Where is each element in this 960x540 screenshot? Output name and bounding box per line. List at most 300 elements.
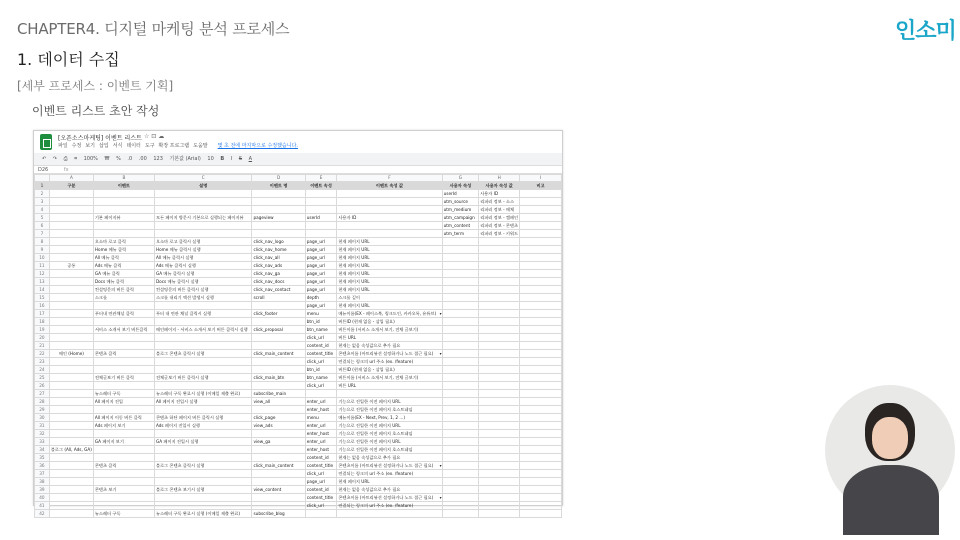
table-cell[interactable]: 현재 페이지 URL	[337, 302, 442, 310]
table-cell[interactable]	[479, 414, 520, 422]
table-cell[interactable]: 현재 페이지 URL	[337, 246, 442, 254]
table-cell[interactable]: 블로그 (All, Ads, GA)	[50, 447, 92, 452]
table-cell[interactable]: GA 메뉴 클릭시 실행	[154, 270, 252, 278]
text-color-button[interactable]: A	[248, 156, 253, 162]
column-header[interactable]: G	[442, 175, 479, 182]
column-header[interactable]: H	[479, 175, 520, 182]
table-cell[interactable]: page_url	[305, 254, 337, 262]
row-number[interactable]: 4	[35, 206, 50, 214]
row-number[interactable]: 42	[35, 510, 50, 518]
table-cell[interactable]	[520, 246, 562, 254]
table-cell[interactable]: view_content	[252, 486, 305, 494]
table-cell[interactable]: 기능으로 진입한 이전 페이지 호스트네임	[337, 446, 442, 454]
table-cell[interactable]	[93, 470, 154, 478]
menu-item[interactable]: 도구	[144, 143, 155, 149]
table-cell[interactable]	[154, 366, 252, 374]
table-cell[interactable]	[442, 470, 479, 478]
table-cell[interactable]: GA 메뉴 클릭	[93, 270, 154, 278]
table-cell[interactable]	[442, 446, 479, 454]
table-cell[interactable]	[93, 334, 154, 342]
table-cell[interactable]: utm_content	[442, 222, 479, 230]
menu-item[interactable]: 파일	[58, 143, 68, 149]
table-cell[interactable]	[442, 430, 479, 438]
table-cell[interactable]	[49, 278, 93, 286]
row-number[interactable]: 38	[35, 478, 50, 486]
table-cell[interactable]	[49, 374, 93, 382]
table-cell[interactable]	[49, 334, 93, 342]
menu-item[interactable]: 데이터	[126, 143, 141, 149]
table-cell[interactable]	[520, 510, 562, 518]
table-cell[interactable]: 컨설팅문의 버튼 클릭시 실행	[154, 286, 252, 294]
table-cell[interactable]: 버튼ID (현재 없음 - 삽입 필요)	[337, 366, 442, 374]
table-cell[interactable]	[154, 318, 252, 326]
table-cell[interactable]: click_nav_docs	[252, 278, 305, 286]
table-cell[interactable]: 푸터내 연관채널 클릭	[93, 310, 154, 318]
table-cell[interactable]	[442, 486, 479, 494]
table-cell[interactable]	[154, 358, 252, 366]
menu-item[interactable]: 보기	[85, 143, 96, 149]
table-cell[interactable]	[49, 206, 93, 214]
table-cell[interactable]	[49, 246, 93, 254]
row-number[interactable]: 26	[35, 382, 50, 390]
table-cell[interactable]: 기능으로 진입한 이전 페이지 URL	[337, 438, 442, 446]
table-cell[interactable]: GA 페이지 보기	[93, 438, 154, 446]
table-cell[interactable]	[479, 406, 520, 414]
table-cell[interactable]: 전체글보기 버튼 클릭	[93, 374, 154, 382]
table-cell[interactable]	[305, 230, 337, 238]
table-cell[interactable]	[93, 406, 154, 414]
table-cell[interactable]: GA 페이지 진입시 실행	[154, 438, 252, 446]
row-number[interactable]: 31	[35, 422, 50, 430]
table-cell[interactable]: 스크롤	[93, 294, 154, 302]
table-cell[interactable]: 메인 (Home)	[49, 350, 93, 358]
table-cell[interactable]: 사용자 ID	[479, 190, 520, 198]
table-cell[interactable]	[442, 462, 479, 470]
table-cell[interactable]	[49, 366, 93, 374]
table-cell[interactable]	[479, 254, 520, 262]
table-cell[interactable]	[252, 358, 305, 366]
header-cell[interactable]: 사용자 속성 값	[479, 182, 520, 190]
row-number[interactable]: 23	[35, 358, 50, 366]
table-cell[interactable]	[49, 390, 93, 398]
table-cell[interactable]	[337, 230, 442, 238]
table-cell[interactable]	[252, 198, 305, 206]
table-cell[interactable]	[49, 478, 93, 486]
table-cell[interactable]	[520, 430, 562, 438]
table-cell[interactable]	[442, 318, 479, 326]
table-cell[interactable]	[93, 478, 154, 486]
table-cell[interactable]	[252, 494, 305, 502]
header-cell[interactable]: 이벤트 속성 값	[337, 182, 442, 190]
table-cell[interactable]: All 페이지 진입시 실행	[154, 398, 252, 406]
table-cell[interactable]	[252, 206, 305, 214]
row-number[interactable]: 19	[35, 326, 50, 334]
table-cell[interactable]	[442, 246, 479, 254]
number-format-button[interactable]: 123	[153, 156, 163, 162]
row-number[interactable]: 1	[35, 182, 50, 190]
table-cell[interactable]	[479, 246, 520, 254]
table-cell[interactable]: 스크롤 깊이	[337, 294, 442, 302]
table-cell[interactable]	[252, 478, 305, 486]
row-number[interactable]: 39	[35, 486, 50, 494]
table-cell[interactable]	[520, 390, 562, 398]
table-cell[interactable]	[49, 510, 93, 518]
cell-reference[interactable]: D26	[38, 167, 49, 173]
table-cell[interactable]	[479, 382, 520, 390]
table-cell[interactable]	[49, 462, 93, 470]
table-cell[interactable]: click_main_content	[252, 462, 305, 470]
table-cell[interactable]	[49, 486, 93, 494]
table-cell[interactable]	[479, 422, 520, 430]
table-cell[interactable]: btn_name	[305, 326, 337, 334]
table-cell[interactable]: utm_term	[442, 230, 479, 238]
row-number[interactable]: 6	[35, 222, 50, 230]
table-cell[interactable]	[520, 270, 562, 278]
table-cell[interactable]	[154, 334, 252, 342]
table-cell[interactable]	[49, 326, 93, 334]
table-cell[interactable]: click_nav_ads	[252, 262, 305, 270]
strikethrough-button[interactable]: S	[238, 156, 243, 162]
table-cell[interactable]	[520, 486, 562, 494]
column-header[interactable]: F	[337, 175, 442, 182]
row-number[interactable]: 18	[35, 318, 50, 326]
table-cell[interactable]: btn_id	[305, 366, 337, 374]
print-icon[interactable]: ⎙	[63, 156, 68, 162]
table-cell[interactable]	[520, 302, 562, 310]
table-cell[interactable]: utm_medium	[442, 206, 479, 214]
table-cell[interactable]: 기본 페이지뷰	[93, 214, 154, 222]
row-number[interactable]: 13	[35, 278, 50, 286]
table-cell[interactable]	[154, 190, 252, 198]
table-cell[interactable]: content_title	[305, 462, 337, 470]
table-cell[interactable]: subscribe_blog	[252, 510, 305, 518]
row-number[interactable]: 29	[35, 406, 50, 414]
table-cell[interactable]: 버튼ID (현재 없음 - 삽입 필요)	[337, 318, 442, 326]
table-cell[interactable]: click_footer	[252, 310, 305, 318]
table-cell[interactable]	[154, 470, 252, 478]
table-cell[interactable]	[520, 206, 562, 214]
table-cell[interactable]	[520, 494, 562, 502]
table-cell[interactable]: All 메뉴 클릭	[93, 254, 154, 262]
table-cell[interactable]	[479, 502, 520, 510]
table-cell[interactable]	[305, 190, 337, 198]
table-cell[interactable]	[93, 342, 154, 350]
row-number[interactable]: 14	[35, 286, 50, 294]
row-number[interactable]: 30	[35, 414, 50, 422]
table-cell[interactable]: page_url	[305, 278, 337, 286]
table-cell[interactable]	[520, 422, 562, 430]
table-cell[interactable]: 오소마 로고 클릭	[93, 238, 154, 246]
table-cell[interactable]	[154, 494, 252, 502]
table-cell[interactable]: 현재는 없음 속성값으로 추가 필요	[337, 454, 442, 462]
table-cell[interactable]	[520, 334, 562, 342]
table-cell[interactable]	[442, 510, 479, 518]
table-cell[interactable]	[442, 398, 479, 406]
table-cell[interactable]: 기능으로 진입한 이전 페이지 호스트네임	[337, 430, 442, 438]
table-cell[interactable]: 리퍼러 정보 - 콘텐츠	[480, 223, 519, 228]
header-cell[interactable]: 이벤트 명	[252, 182, 305, 190]
table-cell[interactable]: menu	[305, 310, 337, 318]
row-number[interactable]: 36	[35, 462, 50, 470]
table-cell[interactable]	[520, 254, 562, 262]
table-cell[interactable]: view_ads	[252, 422, 305, 430]
table-cell[interactable]	[305, 198, 337, 206]
sheets-logo-icon[interactable]	[40, 134, 52, 150]
table-cell[interactable]: 현재 페이지 URL	[337, 262, 442, 270]
table-cell[interactable]	[49, 438, 93, 446]
table-cell[interactable]	[252, 318, 305, 326]
table-cell[interactable]: 스크롤 내리기 액션 발생시 실행	[154, 294, 252, 302]
table-cell[interactable]	[442, 478, 479, 486]
table-cell[interactable]	[93, 502, 154, 510]
row-number[interactable]: 35	[35, 454, 50, 462]
table-cell[interactable]: 뉴스레터 구독	[93, 510, 154, 518]
table-cell[interactable]	[520, 414, 562, 422]
table-cell[interactable]	[442, 326, 479, 334]
table-cell[interactable]	[479, 374, 520, 382]
table-cell[interactable]	[520, 310, 562, 318]
table-cell[interactable]: 버튼 URL	[337, 382, 442, 390]
header-cell[interactable]: 구분	[49, 182, 93, 190]
table-cell[interactable]	[337, 190, 442, 198]
table-cell[interactable]	[520, 278, 562, 286]
table-cell[interactable]	[520, 318, 562, 326]
zoom-select[interactable]: 100%	[83, 156, 98, 162]
row-number[interactable]: 37	[35, 470, 50, 478]
table-cell[interactable]	[337, 198, 442, 206]
table-cell[interactable]: content_id	[305, 342, 337, 350]
table-cell[interactable]	[93, 494, 154, 502]
table-cell[interactable]	[49, 502, 93, 510]
table-cell[interactable]	[479, 438, 520, 446]
table-cell[interactable]	[479, 486, 520, 494]
table-cell[interactable]	[49, 414, 93, 422]
table-cell[interactable]	[252, 334, 305, 342]
column-header[interactable]: C	[154, 175, 252, 182]
table-cell[interactable]: 콘텐츠이름 (아트리뷰션 설정하거나 노드 접근 필요) ▾	[337, 350, 442, 358]
table-cell[interactable]: click_url	[305, 358, 337, 366]
column-header[interactable]: D	[252, 175, 305, 182]
menu-item[interactable]: 수정	[71, 143, 82, 149]
table-cell[interactable]	[442, 310, 479, 318]
table-cell[interactable]: 콘텐츠 보기	[93, 486, 154, 494]
table-cell[interactable]: view_ga	[252, 438, 305, 446]
table-cell[interactable]: content_title	[305, 350, 337, 358]
table-cell[interactable]: 현재 페이지 URL	[337, 278, 442, 286]
table-cell[interactable]	[252, 230, 305, 238]
table-cell[interactable]	[520, 398, 562, 406]
table-cell[interactable]	[442, 494, 479, 502]
table-cell[interactable]: click_proposal	[252, 326, 305, 334]
table-cell[interactable]	[337, 510, 442, 518]
table-cell[interactable]	[479, 342, 520, 350]
table-cell[interactable]	[442, 238, 479, 246]
menu-item[interactable]: 삽입	[99, 143, 109, 149]
table-cell[interactable]	[49, 310, 93, 318]
table-cell[interactable]: 메인페이지 - 서비스 소개서 보기 버튼 클릭시 실행	[154, 326, 252, 334]
table-cell[interactable]	[479, 510, 520, 518]
row-number[interactable]: 2	[35, 190, 50, 198]
table-cell[interactable]	[93, 230, 154, 238]
table-cell[interactable]: 메뉴이름(EX - 페이스북, 링크드인, 카카오톡, 유튜브) ▾	[337, 310, 442, 318]
table-cell[interactable]: click_nav_home	[252, 246, 305, 254]
table-cell[interactable]: click_page	[252, 414, 305, 422]
table-cell[interactable]	[479, 318, 520, 326]
table-cell[interactable]	[252, 446, 305, 454]
font-select[interactable]: 기본값 (Arial)	[169, 156, 201, 162]
table-cell[interactable]	[252, 302, 305, 310]
table-cell[interactable]	[442, 350, 479, 358]
menu-item[interactable]: 확장 프로그램	[158, 143, 190, 149]
table-cell[interactable]	[154, 454, 252, 462]
table-cell[interactable]: 리퍼러 정보 - 매체	[479, 206, 520, 214]
table-cell[interactable]	[252, 222, 305, 230]
table-cell[interactable]: All 페이지 이동 버튼 클릭	[93, 414, 154, 422]
table-cell[interactable]: btn_id	[305, 318, 337, 326]
table-cell[interactable]	[49, 238, 93, 246]
table-cell[interactable]: 모든 페이지 방문시 기본으로 실행되는 페이지뷰	[154, 214, 252, 222]
table-cell[interactable]	[442, 334, 479, 342]
table-cell[interactable]: click_nav_all	[252, 254, 305, 262]
table-cell[interactable]	[252, 430, 305, 438]
table-cell[interactable]: 현재 페이지 URL	[337, 238, 442, 246]
row-number[interactable]: 8	[35, 238, 50, 246]
column-header[interactable]: B	[93, 175, 154, 182]
table-cell[interactable]: 뉴스레터 구독 완료시 실행 (이메일 제출 완료)	[154, 390, 252, 398]
table-cell[interactable]	[252, 190, 305, 198]
table-cell[interactable]	[520, 294, 562, 302]
column-header[interactable]: E	[305, 175, 337, 182]
header-cell[interactable]: 사용자 속성	[442, 182, 479, 190]
italic-button[interactable]: I	[230, 156, 233, 162]
table-cell[interactable]	[252, 382, 305, 390]
table-cell[interactable]: Ads 페이지 보기	[93, 422, 154, 430]
table-cell[interactable]	[442, 302, 479, 310]
table-cell[interactable]: click_url	[305, 334, 337, 342]
row-number[interactable]: 21	[35, 342, 50, 350]
table-cell[interactable]: Home 메뉴 클릭	[93, 246, 154, 254]
row-number[interactable]: 27	[35, 390, 50, 398]
table-cell[interactable]	[479, 478, 520, 486]
table-cell[interactable]	[520, 358, 562, 366]
table-cell[interactable]: 버튼이름 (서비스 소개서 보기, 전체 글보기)	[337, 326, 442, 334]
table-cell[interactable]	[520, 478, 562, 486]
table-cell[interactable]	[305, 222, 337, 230]
table-cell[interactable]	[520, 382, 562, 390]
table-cell[interactable]: 현재 페이지 URL	[337, 286, 442, 294]
table-cell[interactable]: page_url	[305, 270, 337, 278]
table-cell[interactable]	[252, 406, 305, 414]
table-cell[interactable]: click_nav_contact	[252, 286, 305, 294]
table-cell[interactable]	[252, 470, 305, 478]
table-cell[interactable]	[93, 358, 154, 366]
table-cell[interactable]	[442, 262, 479, 270]
table-cell[interactable]: 전체글보기 버튼 클릭시 실행	[154, 374, 252, 382]
table-cell[interactable]: 콘텐츠 클릭	[93, 462, 154, 470]
table-cell[interactable]	[337, 206, 442, 214]
table-cell[interactable]	[520, 326, 562, 334]
table-cell[interactable]: 현재는 없음 속성값으로 추가 필요	[337, 486, 442, 494]
table-cell[interactable]	[520, 222, 562, 230]
table-cell[interactable]	[442, 390, 479, 398]
table-cell[interactable]	[520, 470, 562, 478]
table-cell[interactable]: 현재 페이지 URL	[337, 270, 442, 278]
table-cell[interactable]: 공통	[49, 262, 93, 270]
table-cell[interactable]	[520, 374, 562, 382]
table-cell[interactable]: 블로그 콘텐츠 클릭시 실행	[154, 350, 252, 358]
font-size-select[interactable]: 10	[207, 156, 214, 162]
table-cell[interactable]	[442, 278, 479, 286]
star-folder-cloud-icon[interactable]: ☆ ⊡ ☁	[144, 133, 165, 140]
table-cell[interactable]: 기능으로 진입한 이전 페이지 호스트네임	[337, 406, 442, 414]
table-cell[interactable]: pageview	[252, 214, 305, 222]
decimal-decrease-button[interactable]: .0	[127, 156, 133, 162]
table-cell[interactable]: userId	[305, 214, 337, 222]
table-cell[interactable]: 메뉴이름(EX - Next, Prev, 1, 2 ...)	[337, 414, 442, 422]
table-cell[interactable]	[479, 462, 520, 470]
table-cell[interactable]	[520, 502, 562, 510]
table-cell[interactable]	[154, 430, 252, 438]
table-cell[interactable]	[479, 454, 520, 462]
table-cell[interactable]	[520, 454, 562, 462]
table-cell[interactable]	[49, 470, 93, 478]
table-cell[interactable]: 현재는 없음 속성값으로 추가 필요	[337, 342, 442, 350]
table-cell[interactable]	[479, 278, 520, 286]
table-cell[interactable]: 서비스 소개서 보기 버튼클릭	[93, 326, 154, 334]
table-cell[interactable]	[479, 366, 520, 374]
table-cell[interactable]	[93, 198, 154, 206]
table-cell[interactable]: 연결되는 링크의 url 주소 (ex. /feature)	[337, 358, 442, 366]
table-cell[interactable]	[154, 382, 252, 390]
table-cell[interactable]	[154, 502, 252, 510]
table-cell[interactable]	[442, 422, 479, 430]
table-cell[interactable]: page_url	[305, 302, 337, 310]
bold-button[interactable]: B	[220, 156, 225, 162]
table-cell[interactable]	[154, 406, 252, 414]
table-cell[interactable]	[520, 190, 562, 198]
row-number[interactable]: 3	[35, 198, 50, 206]
table-cell[interactable]	[305, 390, 337, 398]
table-cell[interactable]	[442, 382, 479, 390]
table-cell[interactable]: enter_url	[305, 422, 337, 430]
table-cell[interactable]: enter_url	[305, 438, 337, 446]
table-cell[interactable]: 리퍼러 정보 - 키워드	[480, 231, 519, 236]
table-cell[interactable]: depth	[305, 294, 337, 302]
table-cell[interactable]	[479, 270, 520, 278]
table-cell[interactable]	[520, 438, 562, 446]
table-cell[interactable]: Docs 메뉴 클릭시 실행	[154, 278, 252, 286]
row-number[interactable]: 24	[35, 366, 50, 374]
document-title[interactable]: [오픈소스마케팅] 이벤트 리스트	[58, 135, 142, 142]
table-cell[interactable]	[49, 302, 93, 310]
table-cell[interactable]	[49, 454, 93, 462]
table-cell[interactable]	[49, 214, 93, 222]
table-cell[interactable]	[154, 206, 252, 214]
table-cell[interactable]: page_url	[305, 478, 337, 486]
table-cell[interactable]	[479, 326, 520, 334]
table-cell[interactable]	[520, 406, 562, 414]
column-header[interactable]: I	[520, 175, 562, 182]
table-cell[interactable]	[479, 390, 520, 398]
table-cell[interactable]: enter_host	[305, 430, 337, 438]
table-cell[interactable]: enter_host	[305, 446, 337, 454]
table-cell[interactable]	[49, 382, 93, 390]
row-number[interactable]: 10	[35, 254, 50, 262]
table-cell[interactable]: page_url	[305, 246, 337, 254]
table-cell[interactable]	[479, 294, 520, 302]
table-cell[interactable]	[442, 358, 479, 366]
table-cell[interactable]: 뉴스레터 구독	[93, 390, 154, 398]
